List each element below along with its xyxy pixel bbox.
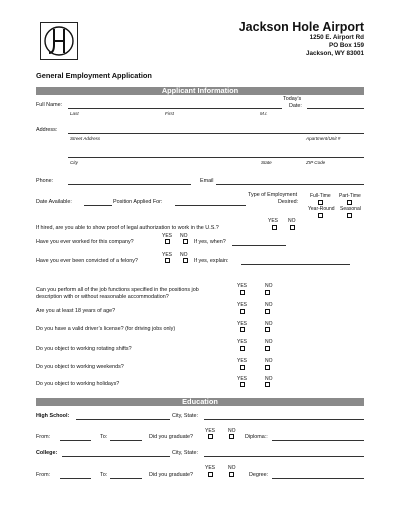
yes-header: YES [237,358,248,364]
jh-logo-icon [41,23,77,59]
full-time-checkbox[interactable] [318,200,323,205]
part-time-checkbox[interactable] [347,200,352,205]
functions-yes-checkbox[interactable] [240,290,245,295]
functions-no-checkbox[interactable] [265,290,270,295]
holidays-yes-checkbox[interactable] [240,382,245,387]
street-address-caption: Street Address [70,136,101,141]
city-state-zip-field[interactable] [68,157,364,158]
full-name-label: Full Name: [36,102,63,108]
if-yes-when-label: If yes, when? [194,239,226,245]
desired-label: Desired: [278,199,299,205]
todays-label: Today’s [283,96,302,102]
degree-label: Degree: [249,472,269,478]
email-label: Email [200,178,214,184]
address-line-1: 1250 E. Airport Rd [309,34,364,41]
last-name-caption: Last [70,111,79,116]
college-graduate-yes-checkbox[interactable] [208,472,213,477]
position-field[interactable] [175,205,246,206]
hs-graduate-no-checkbox[interactable] [229,434,234,439]
no-header: NO [228,428,236,434]
no-header: NO [265,339,273,345]
position-label: Position Applied For: [113,199,163,205]
college-label: College: [36,450,58,456]
question-holidays: Do you object to working holidays? [36,381,120,387]
hs-graduate-yes-checkbox[interactable] [208,434,213,439]
hs-to-field[interactable] [110,440,142,441]
felony-yes-checkbox[interactable] [165,258,170,263]
phone-field[interactable] [68,184,191,185]
college-field[interactable] [62,456,170,457]
weekends-yes-checkbox[interactable] [240,365,245,370]
yes-header: YES [237,376,248,382]
yes-header: YES [268,218,279,224]
date-available-field[interactable] [84,205,112,206]
felony-no-checkbox[interactable] [183,258,188,263]
college-from-label: From: [36,472,51,478]
yes-header: YES [237,283,248,289]
yes-header: YES [205,428,216,434]
address-line-2: PO Box 159 [329,42,364,49]
college-to-label: To: [100,472,108,478]
high-school-field[interactable] [76,419,170,420]
full-time-label: Full-Time [310,193,331,199]
college-city-state-label: City, State: [172,450,198,456]
apartment-caption: Apartment/Unit # [306,136,341,141]
shifts-yes-checkbox[interactable] [240,346,245,351]
yes-header: YES [237,321,248,327]
hs-from-field[interactable] [60,440,91,441]
authorization-yes-checkbox[interactable] [272,225,277,230]
question-functions-line1: Can you perform all of the job functions specified in the positions job [36,287,199,293]
full-name-field[interactable] [68,108,282,109]
todays-date-field[interactable] [307,108,364,109]
first-name-caption: First [165,111,174,116]
yes-header: YES [205,465,216,471]
year-round-label: Year-Round [308,206,335,212]
weekends-no-checkbox[interactable] [265,365,270,370]
section-applicant-information: Applicant Information [36,87,364,95]
question-felony: Have you ever been convicted of a felony? [36,258,138,264]
college-graduate-no-checkbox[interactable] [229,472,234,477]
no-header: NO [180,233,188,239]
authorization-no-checkbox[interactable] [290,225,295,230]
yes-header: YES [162,252,173,258]
college-from-field[interactable] [60,478,91,479]
license-yes-checkbox[interactable] [240,327,245,332]
college-to-field[interactable] [110,478,142,479]
no-header: NO [265,302,273,308]
question-authorization: If hired, are you able to show proof of legal authorization to work in the U.S.? [36,225,219,231]
felony-explain-field[interactable] [241,264,350,265]
date-available-label: Date Available: [36,199,72,205]
no-header: NO [180,252,188,258]
diploma-label: Diploma:: [245,434,268,440]
hs-from-label: From: [36,434,51,440]
city-caption: City [70,160,78,165]
question-functions-line2: description with or without reasonable accommodation? [36,294,169,300]
if-yes-explain-label: If yes, explain: [194,258,229,264]
question-weekends: Do you object to working weekends? [36,364,124,370]
hs-graduate-label: Did you graduate? [149,434,194,440]
college-city-state-field[interactable] [204,456,364,457]
seasonal-checkbox[interactable] [347,213,352,218]
college-graduate-label: Did you graduate? [149,472,194,478]
form-title: General Employment Application [36,71,152,80]
license-no-checkbox[interactable] [265,327,270,332]
worked-no-checkbox[interactable] [183,239,188,244]
zip-caption: ZIP Code [306,160,326,165]
yes-header: YES [237,302,248,308]
worked-yes-checkbox[interactable] [165,239,170,244]
yes-header: YES [237,339,248,345]
degree-field[interactable] [272,478,364,479]
hs-city-state-field[interactable] [204,419,364,420]
no-header: NO [265,321,273,327]
hs-city-state-label: City, State: [172,413,198,419]
airport-name: Jackson Hole Airport [238,20,364,34]
no-header: NO [265,358,273,364]
age-yes-checkbox[interactable] [240,309,245,314]
no-header: NO [265,283,273,289]
no-header: NO [265,376,273,382]
question-worked-before: Have you ever worked for this company? [36,239,134,245]
yes-header: YES [162,233,173,239]
no-header: NO [228,465,236,471]
middle-initial-caption: M.I. [260,111,268,116]
address-line-3: Jackson, WY 83001 [306,50,364,57]
type-employment-label: Type of Employment [248,192,298,198]
airport-logo [40,22,78,60]
question-rotating-shifts: Do you object to working rotating shifts? [36,346,132,352]
part-time-label: Part-Time [339,193,361,199]
address-label: Address: [36,127,58,133]
year-round-checkbox[interactable] [318,213,323,218]
date-label: Date: [289,103,302,109]
state-caption: State [261,160,272,165]
diploma-field[interactable] [272,440,364,441]
shifts-no-checkbox[interactable] [265,346,270,351]
no-header: NO [288,218,296,224]
holidays-no-checkbox[interactable] [265,382,270,387]
email-field[interactable] [216,184,364,185]
high-school-label: High School: [36,413,70,419]
street-address-field[interactable] [68,133,364,134]
question-license: Do you have a valid driver’s license? (for driving jobs only) [36,326,176,332]
age-no-checkbox[interactable] [265,309,270,314]
question-age: Are you at least 18 years of age? [36,308,116,314]
worked-when-field[interactable] [232,245,286,246]
section-education: Education [36,398,364,406]
seasonal-label: Seasonal [340,206,361,212]
hs-to-label: To: [100,434,108,440]
phone-label: Phone: [36,178,54,184]
